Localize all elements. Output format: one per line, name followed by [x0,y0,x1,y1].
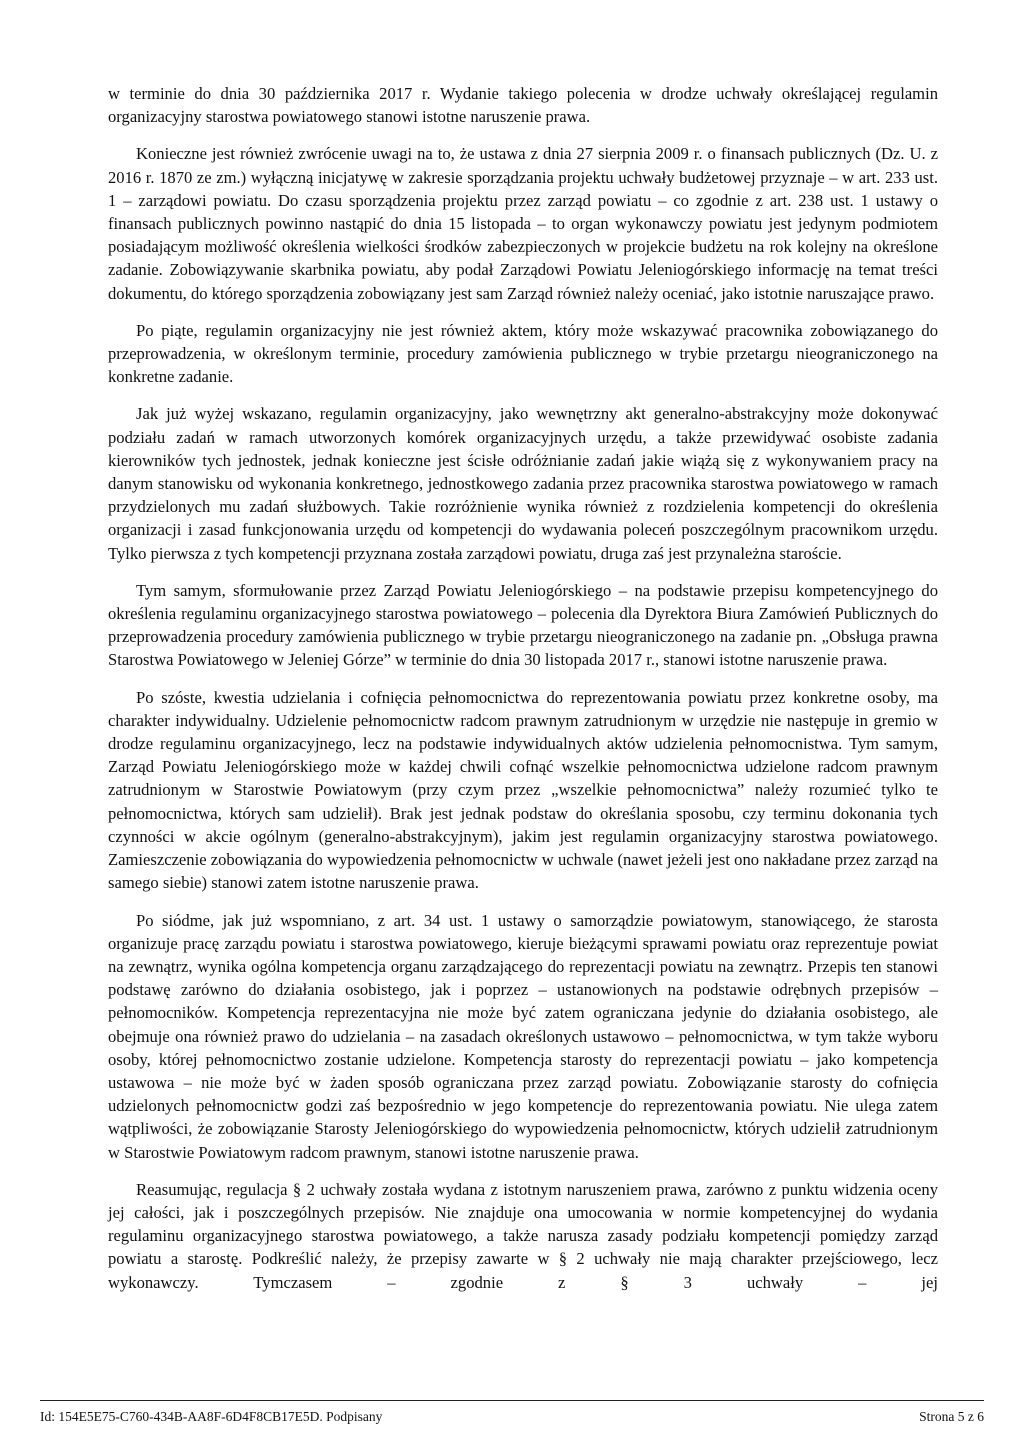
paragraph-4: Jak już wyżej wskazano, regulamin organizacyjny, jako wewnętrzny akt generalno-abstrakcyjny może dokonywać podziału zadań w ramach utworzonych komórek organizacyjnych urzędu, a także przewidywać osobiste zadania kierowników tych jednostek, jednak konieczne jest ścisłe odróżnianie zadań jakie wiążą się z wykonywaniem pracy na danym stanowisku od wykonania konkretnego, jednostkowego zadania przez pracownika starostwa powiatowego w ramach przydzielonych mu zadań służbowych. Takie rozróżnienie wynika również z rozdzielenia kompetencji do określenia organizacji i zasad funkcjonowania urzędu od kompetencji do wydawania poleceń poszczególnym pracownikom urzędu. Tylko pierwsza z tych kompetencji przyznana została zarządowi powiatu, druga zaś jest przynależna staroście. [108,404,938,563]
paragraph-5: Tym samym, sformułowanie przez Zarząd Powiatu Jeleniogórskiego – na podstawie przepisu kompetencyjnego do określenia regulaminu organizacyjnego starostwa powiatowego – polecenia dla Dyrektora Biura Zamówień Publicznych do przeprowadzenia procedury zamówienia publicznego w trybie przetargu nieograniczonego na zadanie pn. „Obsługa prawna Starostwa Powiatowego w Jeleniej Górze” w terminie do dnia 30 listopada 2017 r., stanowi istotne naruszenie prawa. [108,580,938,670]
paragraph-3: Po piąte, regulamin organizacyjny nie jest również aktem, który może wskazywać pracownika zobowiązanego do przeprowadzenia, w określonym terminie, procedury zamówienia publicznego w trybie przetargu nieograniczonego na konkretne zadanie. [108,320,938,387]
document-id: Id: 154E5E75-C760-434B-AA8F-6D4F8CB17E5D. Podpisany [40,1409,383,1424]
paragraph-8: Reasumując, regulacja § 2 uchwały została wydana z istotnym naruszeniem prawa, zarówno z punktu widzenia oceny jej całości, jak i poszczególnych przepisów. Nie znajduje ona umocowania w normie kompetencyjnej do wydania regulaminu organizacyjnego starostwa powiatowego, a także narusza zasady podziału kompetencji pomiędzy zarząd powiatu a starostę. Podkreślić należy, że przepisy zawarte w § 2 uchwały nie mają charakter przejściowego, lecz wykonawczy. Tymczasem – zgodnie z § 3 uchwały – jej [108,1179,938,1292]
paragraph-6: Po szóste, kwestia udzielania i cofnięcia pełnomocnictwa do reprezentowania powiatu przez konkretne osoby, ma charakter indywidualny. Udzielenie pełnomocnictw radcom prawnym zatrudnionym w urzędzie nie następuje in gremio w drodze regulaminu organizacyjnego, lecz na podstawie indywidualnych aktów udzielenia pełnomocnistwa. Tym samym, Zarząd Powiatu Jeleniogórskiego może w każdej chwili cofnąć wszelkie pełnomocnictwa udzielone radcom prawnym zatrudnionym w Starostwie Powiatowym (przy czym przez „wszelkie pełnomocnictwa” należy rozumieć tylko te pełnomocnictwa, których sam udzielił). Brak jest jednak podstaw do określania sposobu, czy terminu dokonania tych czynności w akcie ogólnym (generalno-abstrakcyjnym), jakim jest regulamin organizacyjny starostwa powiatowego. Zamieszczenie zobowiązania do wypowiedzenia pełnomocnictw w uchwale (nawet jeżeli jest ono nakładane przez zarząd na samego siebie) stanowi zatem istotne naruszenie prawa. [108,687,938,893]
page-number: Strona 5 z 6 [919,1409,984,1424]
footer-divider [40,1400,984,1401]
paragraph-1: w terminie do dnia 30 października 2017 r. Wydanie takiego polecenia w drodze uchwały określającej regulamin organizacyjny starostwa powiatowego stanowi istotne naruszenie prawa. [108,84,938,127]
page-footer [40,1408,984,1426]
paragraph-7: Po siódme, jak już wspomniano, z art. 34 ust. 1 ustawy o samorządzie powiatowym, stanowiącego, że starosta organizuje pracę zarządu powiatu i starostwa powiatowego, kieruje bieżącymi sprawami powiatu oraz reprezentuje powiat na zewnątrz, wynika ogólna kompetencja organu zarządzającego do reprezentacji powiatu na zewnątrz. Przepis ten stanowi podstawę zarówno do działania osobistego, jak i poprzez – ustanowionych na podstawie odrębnych przepisów – pełnomocników. Kompetencja reprezentacyjna nie może być zatem ograniczana jedynie do działania osobistego, ale obejmuje ona również prawo do udzielania – na zasadach określonych ustawowo – pełnomocnictwa, w tym także wyboru osoby, której pełnomocnictwo zostanie udzielone. Kompetencja starosty do reprezentacji powiatu – jako kompetencja ustawowa – nie może być w żaden sposób ograniczana przez zarząd powiatu. Zobowiązanie starosty do cofnięcia udzielonych pełnomocnictw godzi zaś bezpośrednio w jego kompetencje do reprezentowania powiatu. Nie ulega zatem wątpliwości, że zobowiązanie Starosty Jeleniogórskiego do wypowiedzenia pełnomocnictw, których udzielił zatrudnionym w Starostwie Powiatowym radcom prawnym, stanowi istotne naruszenie prawa. [108,910,938,1162]
paragraph-2: Konieczne jest również zwrócenie uwagi na to, że ustawa z dnia 27 sierpnia 2009 r. o finansach publicznych (Dz. U. z 2016 r. 1870 ze zm.) wyłączną inicjatywę w zakresie sporządzania projektu uchwały budżetowej przyznaje – w art. 233 ust. 1 – zarządowi powiatu. Do czasu sporządzenia projektu przez zarząd powiatu – co zgodnie z art. 238 ust. 1 ustawy o finansach publicznych powinno nastąpić do dnia 15 listopada – to organ wykonawczy powiatu jest jedynym podmiotem posiadającym możliwość określenia wielkości środków zabezpieczonych w projekcie budżetu na rok kolejny na określone zadanie. Zobowiązywanie skarbnika powiatu, aby podał Zarządowi Powiatu Jeleniogórskiego informację na temat treści dokumentu, do którego sporządzenia zobowiązany jest sam Zarząd również należy oceniać, jako istotnie naruszające prawo. [108,144,938,303]
document-body [108,82,938,1308]
